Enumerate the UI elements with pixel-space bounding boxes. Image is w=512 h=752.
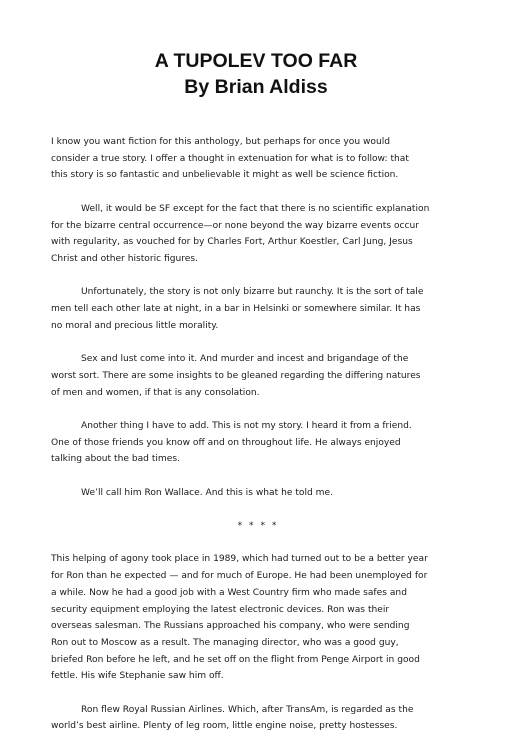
text-line: Another thing I have to add. This is not my story. I heard it from a friend. bbox=[81, 420, 412, 431]
story-body bbox=[51, 134, 465, 752]
text-line: fettle. His wife Stephanie saw him off. bbox=[51, 671, 224, 682]
section-separator bbox=[51, 518, 465, 535]
paragraph-raunchy bbox=[51, 284, 465, 334]
separator-asterisks: * * * * bbox=[237, 521, 279, 532]
paragraph-airline bbox=[51, 702, 465, 735]
text-line: Unfortunately, the story is not only bizarre but raunchy. It is the sort of tale bbox=[81, 287, 424, 298]
paragraph-sf bbox=[51, 201, 465, 268]
paragraph-intro bbox=[51, 134, 465, 184]
text-line: Ron flew Royal Russian Airlines. Which, after TransAm, is regarded as the bbox=[81, 704, 414, 715]
paragraph-1989 bbox=[51, 551, 465, 685]
text-line: worst sort. There are some insights to be gleaned regarding the differing natures bbox=[51, 370, 421, 381]
text-line: Sex and lust come into it. And murder and incest and brigandage of the bbox=[81, 354, 409, 365]
story-byline: By Brian Aldiss bbox=[184, 76, 328, 98]
text-line: men tell each other late at night, in a bar in Helsinki or somewhere similar. It has bbox=[51, 304, 421, 314]
text-line: a while. Now he had a good job with a West Country firm who made safes and bbox=[51, 587, 407, 598]
paragraph-lust bbox=[51, 351, 465, 401]
text-line: This helping of agony took place in 1989, which had turned out to be a better year bbox=[51, 554, 428, 565]
text-line: Christ and other historic figures. bbox=[51, 253, 199, 264]
text-line: Ron out to Moscow as a result. The managing director, who was a good guy, bbox=[51, 637, 399, 648]
text-line: for Ron than he expected — and for much of Europe. He had been unemployed for bbox=[51, 571, 428, 582]
text-line: Well, it would be SF except for the fact that there is no scientific explanation bbox=[81, 203, 430, 214]
text-line: this story is so fantastic and unbelievable it might as well be science fiction. bbox=[51, 170, 399, 181]
text-line: One of those friends you know off and on throughout life. He always enjoyed bbox=[51, 437, 401, 448]
paragraph-ron-wallace bbox=[51, 485, 465, 502]
text-line: consider a true story. I offer a thought in extenuation for what is to follow: that bbox=[51, 153, 409, 164]
text-line: security equipment employing the latest electronic devices. Ron was their bbox=[51, 604, 390, 615]
text-line: no moral and precious little morality. bbox=[51, 320, 219, 331]
text-line: We’ll call him Ron Wallace. And this is what he told me. bbox=[81, 487, 333, 498]
text-line: talking about the bad times. bbox=[51, 454, 181, 465]
story-title: A TUPOLEV TOO FAR bbox=[154, 50, 358, 72]
text-line: briefed Ron before he left, and he set off on the flight from Penge Airport in good bbox=[51, 654, 420, 665]
paragraph-friend bbox=[51, 418, 465, 468]
text-line: with regularity, as vouched for by Charles Fort, Arthur Koestler, Carl Jung, Jesus bbox=[51, 237, 413, 248]
text-line: overseas salesman. The Russians approached his company, who were sending bbox=[51, 621, 410, 632]
text-line: world’s best airline. Plenty of leg room, little engine noise, pretty hostesses. bbox=[51, 721, 398, 732]
text-line: of men and women, if that is any consolation. bbox=[51, 387, 260, 398]
text-line: for the bizarre central occurrence—or none beyond the way bizarre events occur bbox=[51, 220, 420, 231]
text-line: I know you want fiction for this anthology, but perhaps for once you would bbox=[51, 137, 391, 147]
